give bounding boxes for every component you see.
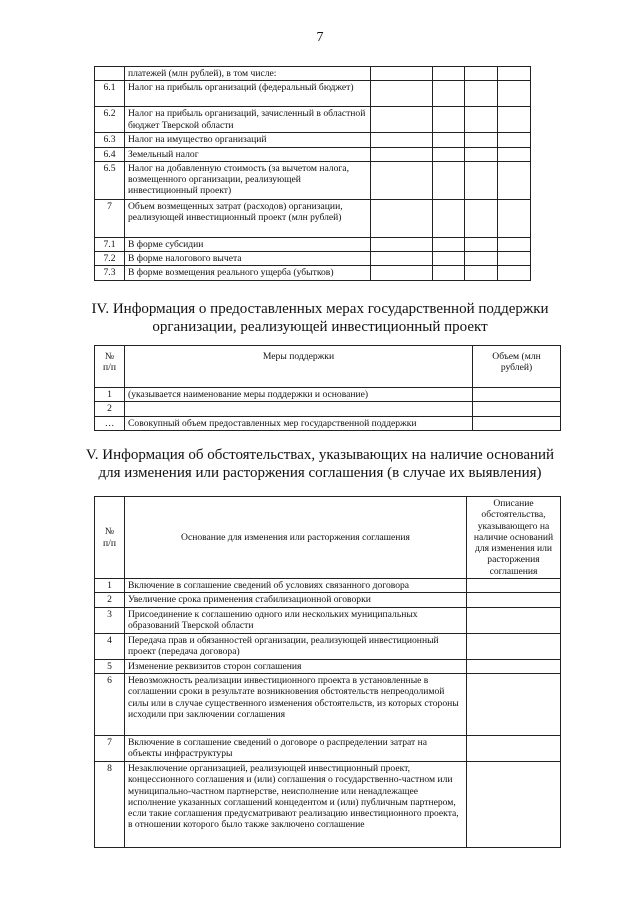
row-number: 7.3: [95, 266, 125, 280]
row-number: 1: [95, 388, 125, 402]
row-text: [125, 402, 473, 416]
section-4-heading-line2: организации, реализующей инвестиционный проект: [152, 319, 488, 335]
row-number: 6.4: [95, 147, 125, 161]
row-text: В форме возмещения реального ущерба (убытков): [125, 266, 371, 280]
row-number: 2: [95, 593, 125, 607]
row-text: Налог на прибыль организаций, зачисленный в областной бюджет Тверской области: [125, 107, 371, 133]
row-text: Включение в соглашение сведений об условиях связанного договора: [125, 579, 467, 593]
table-row: [95, 659, 561, 673]
row-number: 6.5: [95, 161, 125, 199]
section-4-heading-line1: IV. Информация о предоставленных мерах государственной поддержки: [91, 301, 549, 317]
row-text: Совокупный объем предоставленных мер государственной поддержки: [125, 416, 473, 430]
grounds-table: [94, 496, 561, 848]
row-number: 8: [95, 761, 125, 847]
table-row: [95, 579, 561, 593]
section-4-heading: [0, 300, 640, 336]
table-row: [95, 266, 531, 280]
table-row: [95, 81, 531, 107]
table-header-row: [95, 497, 561, 579]
row-text: В форме налогового вычета: [125, 252, 371, 266]
table-row: [95, 607, 561, 633]
header-number: № п/п: [95, 497, 125, 579]
section-5-heading-line2: для изменения или расторжения соглашения (в случае их выявления): [98, 465, 542, 481]
row-text: Увеличение срока применения стабилизационной оговорки: [125, 593, 467, 607]
row-number: 7: [95, 735, 125, 761]
table-row: [95, 416, 561, 430]
table-row: [95, 237, 531, 251]
row-text: Объем возмещенных затрат (расходов) организации, реализующей инвестиционный проект (млн рублей): [125, 199, 371, 237]
table-row: [95, 199, 531, 237]
table-row: [95, 761, 561, 847]
row-text: Земельный налог: [125, 147, 371, 161]
support-measures-table: [94, 345, 561, 431]
row-number: …: [95, 416, 125, 430]
header-number: № п/п: [95, 346, 125, 388]
row-number: 6.3: [95, 133, 125, 147]
page-number: 7: [316, 30, 324, 45]
row-text: Изменение реквизитов сторон соглашения: [125, 659, 467, 673]
table-row: [95, 147, 531, 161]
header-volume: Объем (млн рублей): [473, 346, 561, 388]
table-row: [95, 161, 531, 199]
header-measures: Меры поддержки: [125, 346, 473, 388]
table-row: [95, 133, 531, 147]
indicators-table: [94, 66, 531, 281]
row-text: Присоединение к соглашению одного или нескольких муниципальных образований Тверской области: [125, 607, 467, 633]
table-row: [95, 633, 561, 659]
row-text: В форме субсидии: [125, 237, 371, 251]
table-row: [95, 735, 561, 761]
row-text: Налог на прибыль организаций (федеральный бюджет): [125, 81, 371, 107]
row-number: 6: [95, 673, 125, 735]
header-basis: Основание для изменения или расторжения соглашения: [125, 497, 467, 579]
row-number: 3: [95, 607, 125, 633]
row-text: (указывается наименование меры поддержки и основание): [125, 388, 473, 402]
row-number: 2: [95, 402, 125, 416]
table-row: [95, 673, 561, 735]
row-text: Налог на имущество организаций: [125, 133, 371, 147]
section-5-heading: [0, 446, 640, 482]
row-text: Передача прав и обязанностей организации, реализующей инвестиционный проект (передача договора): [125, 633, 467, 659]
row-number: 7: [95, 199, 125, 237]
row-number: 6.2: [95, 107, 125, 133]
row-number: 7.1: [95, 237, 125, 251]
table-row: [95, 67, 531, 81]
row-text: Невозможность реализации инвестиционного проекта в установленные в соглашении сроки в результате возникновения обстоятельств непреодолимой силы или в случае существенного изменения обстоятельств, из которых стороны исходили при заключении соглашения: [125, 673, 467, 735]
row-text: Налог на добавленную стоимость (за вычетом налога, возмещенного организации, реализующей инвестиционный проект): [125, 161, 371, 199]
section-5-heading-line1: V. Информация об обстоятельствах, указывающих на наличие оснований: [85, 447, 555, 463]
table-row: [95, 402, 561, 416]
row-number: 1: [95, 579, 125, 593]
table-row: [95, 252, 531, 266]
row-number: 4: [95, 633, 125, 659]
table-row: [95, 388, 561, 402]
row-number: 5: [95, 659, 125, 673]
table-row: [95, 593, 561, 607]
table-row: [95, 107, 531, 133]
row-text: платежей (млн рублей), в том числе:: [125, 67, 371, 81]
header-description: Описание обстоятельства, указывающего на наличие оснований для изменения или расторжения соглашения: [467, 497, 561, 579]
row-number: 7.2: [95, 252, 125, 266]
row-number: 6.1: [95, 81, 125, 107]
row-number: [95, 67, 125, 81]
table-header-row: [95, 346, 561, 388]
row-text: Включение в соглашение сведений о договоре о распределении затрат на объекты инфраструктуры: [125, 735, 467, 761]
row-text: Незаключение организацией, реализующей инвестиционный проект, концессионного соглашения и (или) соглашения о государственно-частном или муниципально-частном партнерстве, неисполнение или ненадлежащее исполнение указанных соглашений концедентом и (или) публичным партнером, если такие соглашения предусматривают реализацию инвестиционного проекта, в отношении которого было также заключено соглашение: [125, 761, 467, 847]
